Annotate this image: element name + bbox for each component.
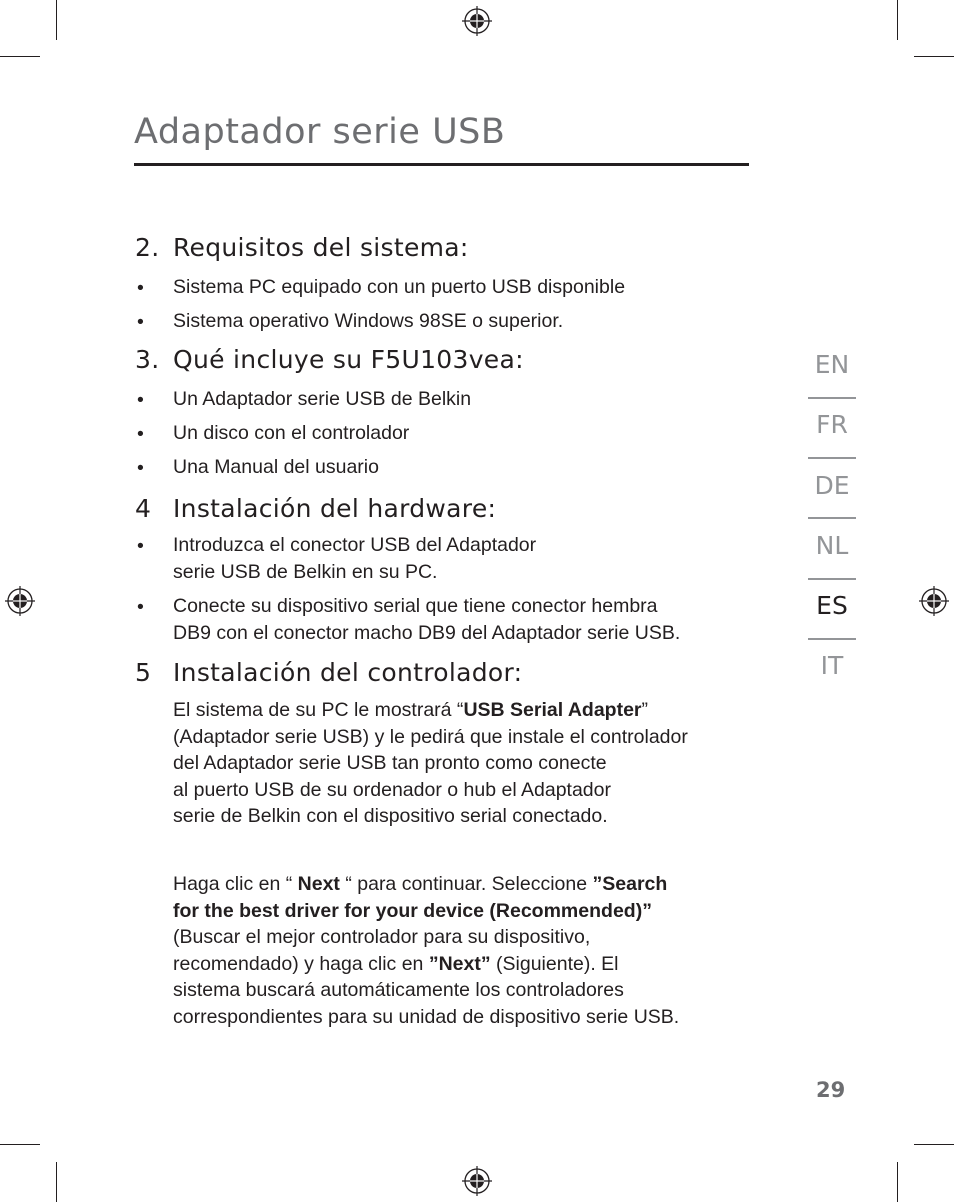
section-heading-text: Instalación del controlador: (173, 658, 523, 687)
registration-mark-icon (5, 586, 35, 616)
paragraph-line: sistema buscará automáticamente los controladores (173, 979, 624, 1001)
ui-term: ”Next” (428, 952, 491, 975)
crop-mark (914, 1144, 954, 1145)
ui-term: USB Serial Adapter (463, 699, 642, 721)
lang-divider (808, 578, 856, 580)
list-item (173, 593, 680, 646)
bullet-icon: • (137, 535, 144, 557)
section-heading (135, 494, 496, 523)
paragraph-line: (Adaptador serie USB) y le pedirá que instale el controlador (173, 725, 688, 748)
section-heading (135, 345, 524, 374)
text-run: Haga clic en “ (173, 873, 298, 895)
bullet-icon: • (137, 596, 144, 618)
paragraph-line: al puerto USB de su ordenador o hub el Adaptador (173, 778, 611, 801)
lang-tab-nl[interactable]: NL (815, 531, 849, 560)
lang-divider (808, 517, 856, 519)
crop-mark (56, 0, 57, 40)
list-item: Una Manual del usuario (173, 456, 379, 478)
lang-divider (808, 638, 856, 640)
section-number: 2. (135, 233, 160, 262)
list-item: Un Adaptador serie USB de Belkin (173, 388, 472, 410)
ui-term: for the best driver for your device (Recommended)” (173, 899, 652, 922)
text-run: (Siguiente). El (490, 952, 619, 975)
text-run: ” (641, 699, 649, 721)
section-heading (135, 658, 522, 687)
list-item: Sistema operativo Windows 98SE o superior. (173, 310, 564, 332)
lang-tab-de[interactable]: DE (814, 471, 850, 500)
paragraph-line: (Buscar el mejor controlador para su dispositivo, (173, 926, 591, 948)
list-item-line: DB9 con el conector macho DB9 del Adaptador serie USB. (173, 621, 681, 644)
paragraph-line (173, 951, 679, 978)
paragraph (173, 871, 679, 1030)
bullet-icon: • (137, 423, 144, 445)
crop-mark (0, 56, 40, 57)
registration-mark-icon (462, 6, 492, 36)
lang-tab-es[interactable]: ES (816, 591, 848, 620)
registration-mark-icon (919, 586, 949, 616)
list-item: Sistema PC equipado con un puerto USB disponible (173, 276, 626, 298)
page-number: 29 (816, 1078, 846, 1102)
lang-tab-it[interactable]: IT (820, 651, 844, 680)
section-heading-text: Instalación del hardware: (173, 494, 497, 523)
page-title: Adaptador serie USB (134, 112, 506, 152)
bullet-icon: • (137, 311, 144, 333)
list-item-line: serie USB de Belkin en su PC. (173, 560, 438, 583)
bullet-icon: • (137, 389, 144, 411)
section-number: 4 (135, 494, 152, 523)
section-heading-text: Qué incluye su F5U103vea: (173, 345, 524, 374)
crop-mark (914, 56, 954, 57)
text-run: recomendado) y haga clic en (173, 952, 429, 975)
list-item: Un disco con el controlador (173, 422, 410, 444)
section-heading (135, 233, 469, 262)
paragraph-line (173, 871, 679, 898)
list-item-line: Introduzca el conector USB del Adaptador (173, 534, 537, 556)
lang-tab-en[interactable]: EN (814, 350, 850, 379)
bullet-icon: • (137, 277, 144, 299)
registration-mark-icon (462, 1166, 492, 1196)
lang-tab-fr[interactable]: FR (816, 410, 848, 439)
paragraph-line (173, 697, 688, 724)
crop-mark (0, 1144, 40, 1145)
text-run: “ para continuar. Seleccione (339, 873, 593, 895)
bullet-icon: • (137, 457, 144, 479)
paragraph-line (173, 898, 679, 925)
ui-term: ”Search (592, 873, 668, 895)
paragraph-line: del Adaptador serie USB tan pronto como conecte (173, 752, 607, 774)
section-number: 5 (135, 658, 152, 687)
crop-mark (897, 0, 898, 40)
text-run: El sistema de su PC le mostrará “ (173, 699, 464, 721)
list-item-line: Conecte su dispositivo serial que tiene conector hembra (173, 595, 658, 617)
lang-divider (808, 457, 856, 459)
lang-divider (808, 397, 856, 399)
paragraph-line: correspondientes para su unidad de dispositivo serie USB. (173, 1005, 680, 1028)
paragraph-line: serie de Belkin con el dispositivo serial conectado. (173, 805, 608, 827)
paragraph (173, 697, 688, 830)
list-item (173, 532, 536, 585)
crop-mark (56, 1162, 57, 1202)
section-number: 3. (135, 345, 160, 374)
ui-term: Next (297, 873, 340, 895)
crop-mark (897, 1162, 898, 1202)
title-rule (134, 163, 749, 166)
section-heading-text: Requisitos del sistema: (173, 233, 469, 262)
